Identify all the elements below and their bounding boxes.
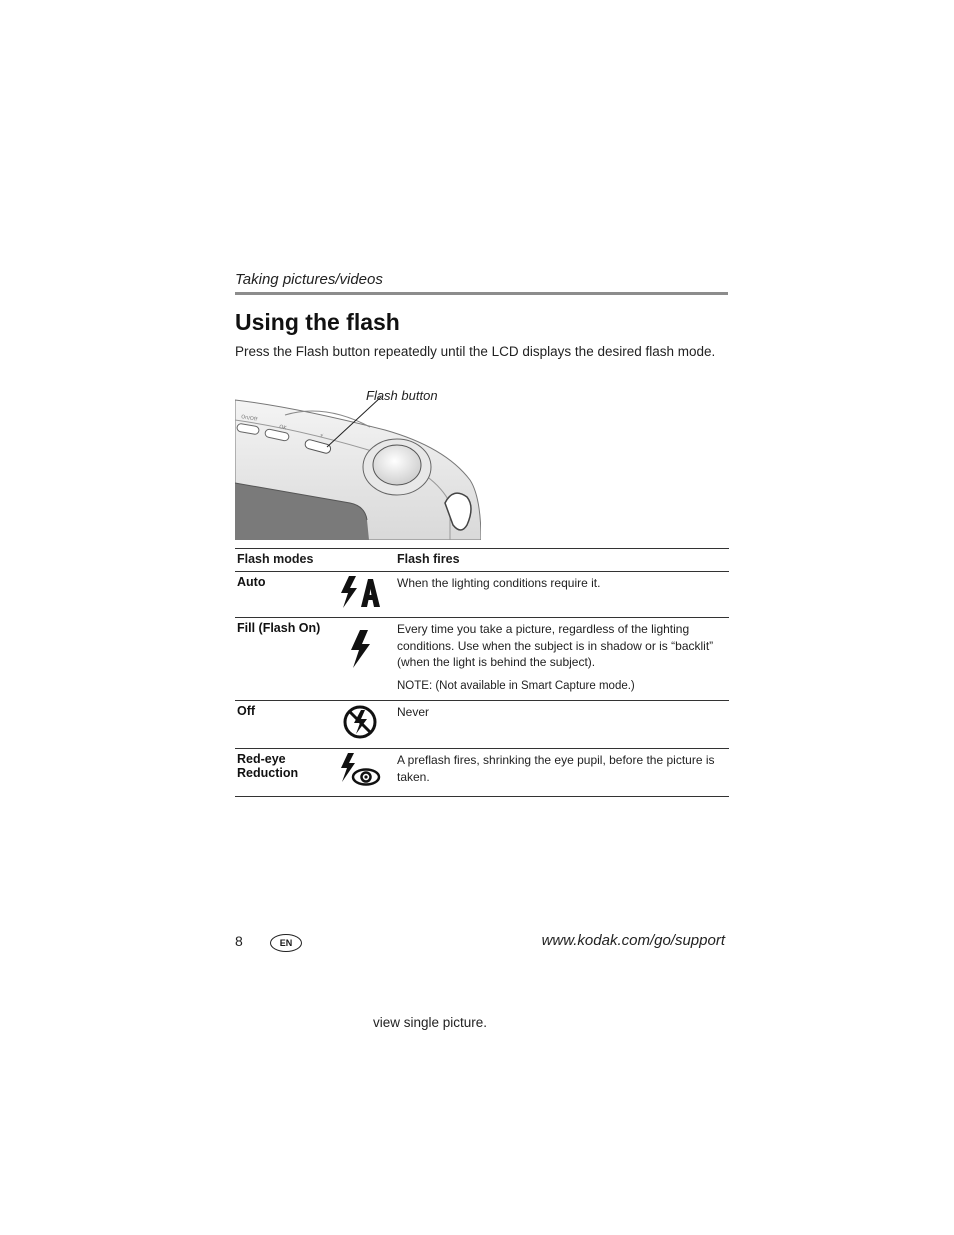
mode-desc-text: Every time you take a picture, regardless of the lighting conditions. Use when the subject is in shadow or is “backlit” (when the light is behind the subject). xyxy=(397,622,714,669)
page-title: Using the flash xyxy=(235,309,400,335)
red-eye-icon xyxy=(339,753,381,790)
flash-off-icon xyxy=(342,705,378,742)
flash-auto-icon xyxy=(340,576,380,611)
flash-modes-table xyxy=(235,548,729,797)
support-url[interactable]: www.kodak.com/go/support xyxy=(541,932,725,949)
mode-name: Fill (Flash On) xyxy=(235,618,325,701)
language-badge: EN xyxy=(270,934,302,952)
table-row xyxy=(235,749,729,797)
flash-glyph: ⚡ xyxy=(318,432,325,441)
mode-desc: Never xyxy=(395,701,729,749)
onoff-label: On/Off xyxy=(240,414,258,423)
mode-desc: A preflash fires, shrinking the eye pupil, before the picture is taken. xyxy=(395,749,729,797)
mode-note: NOTE: (Not available in Smart Capture mode.) xyxy=(397,679,635,692)
mode-name: Off xyxy=(235,701,325,749)
table-row xyxy=(235,618,729,701)
header-rule xyxy=(235,292,728,295)
section-header: Taking pictures/videos xyxy=(235,271,383,288)
camera-illustration xyxy=(235,385,481,540)
mode-desc xyxy=(395,618,729,701)
mode-desc: When the lighting conditions require it. xyxy=(395,572,729,618)
ok-label: OK xyxy=(278,424,287,432)
flash-button-callout: Flash button xyxy=(366,388,438,403)
header-flash-fires: Flash fires xyxy=(395,549,729,572)
mode-name: Red-eye Reduction xyxy=(235,749,325,797)
table-row xyxy=(235,701,729,749)
flash-fill-icon xyxy=(348,630,372,671)
header-flash-modes: Flash modes xyxy=(235,549,395,572)
table-header-row xyxy=(235,549,729,572)
page-number: 8 xyxy=(235,933,243,949)
intro-text: Press the Flash button repeatedly until the LCD displays the desired flash mode. xyxy=(235,344,716,359)
table-row xyxy=(235,572,729,618)
stray-text: view single picture. xyxy=(373,1015,488,1030)
mode-name: Auto xyxy=(235,572,325,618)
